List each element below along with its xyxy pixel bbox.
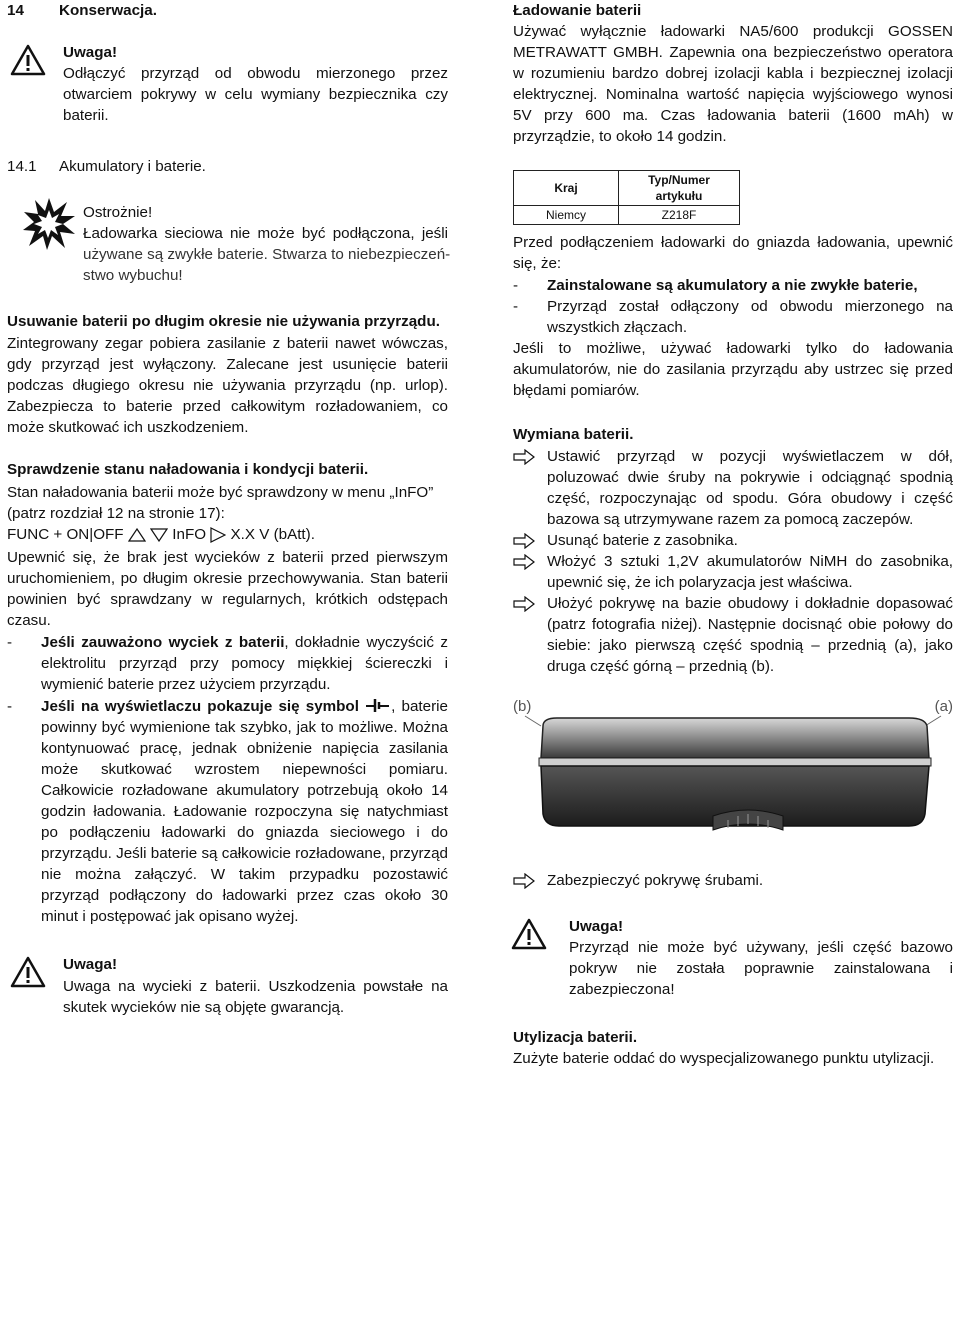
check-section	[7, 459, 448, 927]
before-text2: Jeśli to możliwe, używać ładowarki tylko do ładowania akumulatorów, nie do zasilania przyrządu aby ustrzec się przed błędami pomiarów.	[513, 340, 953, 399]
item-text: Przyrząd został odłączony od obwodu mierzonego na wszystkich złączach.	[547, 298, 953, 336]
menu-path	[7, 524, 448, 545]
list-item: - Jeśli na wyświetlaczu pokazuje się symbol , baterie powinny być wymienione tak szybko, jak to możliwe. Można kontynuować pracę, jednak obniżenie napięcia zasilania może skutkować wzrostem niepewności pomiaru. Całkowicie rozładowane akumulatory potrzebują około 14 godzin ładowania. Ładowanie rozpoczyna się natychmiast po podłączeniu ładowarki do gniazda sieciowego i do przyrządu. Jeśli baterie są całkowicie rozładowane, przyrząd nie można załączyć. W takim przypadku pozostawić przyrząd podłączony do ładowarki przez czas około 30 minut i postępować jak opisano wyżej.	[7, 698, 448, 925]
charger-table	[513, 170, 740, 225]
table-cell: Niemcy	[514, 206, 619, 225]
arrow-right-icon	[513, 873, 535, 889]
item-rest: , baterie powinny być wymienione tak szybko, jak to możliwe. Można kontynuować pracę, jednak obniżenie napięcia zasilania może skutkować wzrostem niepewności pomiaru. Całkowicie rozładowane akumulatory potrzebują około 14 godzin ładowania. Ładowanie rozpoczyna się natychmiast po podłączeniu ładowarki do gniazda sieciowego i do przyrządu. Jeśli baterie są całkowicie rozładowane, przyrząd nie można załączyć. W takim przypadku pozostawić przyrząd podłączony do ładowarki przez czas około 30 minut i postępować jak opisano wyżej.	[41, 698, 448, 925]
list-item: Włożyć 3 sztuki 1,2V akumulatorów NiMH do zasobnika, upewnić się, że ich polaryzacja jest właściwa.	[513, 551, 953, 593]
warning-text: Uwaga na wycieki z baterii. Uszkodzenia powstałe na skutek wycieków nie są objęte gwarancją.	[63, 978, 448, 1016]
replace-final-step	[513, 870, 953, 891]
replace-heading: Wymiana baterii.	[513, 426, 634, 443]
warning-block	[63, 954, 448, 1018]
subsection-title: Akumulatory i baterie.	[59, 158, 206, 175]
warning-title: Uwaga!	[63, 956, 118, 973]
arrow-right-icon	[513, 596, 535, 612]
caution-block	[83, 202, 451, 286]
disposal-section	[513, 1027, 953, 1069]
menu-func: FUNC + ON|OFF	[7, 526, 124, 543]
arrow-right-icon	[513, 533, 535, 549]
check-list	[7, 632, 448, 927]
item-rest: , dokładnie wyczyścić z elektrolitu przyrząd przy pomocy miękkiej ściereczki i wymienić baterie przez użyciem przyrządu.	[41, 634, 448, 693]
before-list	[513, 275, 953, 338]
explosion-icon	[21, 196, 77, 252]
table-header-row	[514, 171, 740, 206]
item-bold: Jeśli na wyświetlaczu pokazuje się symbol	[41, 698, 359, 715]
table-header: Typ/Numer artykułu	[619, 171, 740, 206]
warning-block	[569, 916, 953, 1000]
item-bold: Jeśli zauważono wyciek z baterii	[41, 634, 285, 651]
warning-block	[63, 42, 448, 126]
removal-text: Zintegrowany zegar pobiera zasilanie z baterii nawet wówczas, gdy przyrząd jest wyłączony. Zalecane jest usunięcie baterii podczas długiego okresu nie używania przyrządu (np. urlop). Zabezpiecza to baterie przed całkowitym rozładowaniem, co może skutkować ich uszkodzeniem.	[7, 335, 448, 436]
warning-title: Uwaga!	[569, 918, 624, 935]
check-line1: Stan naładowania baterii może być sprawdzony w menu „InFO”	[7, 484, 434, 501]
charging-section	[513, 0, 953, 147]
warning-title: Uwaga!	[63, 44, 118, 61]
list-item: - Przyrząd został odłączony od obwodu mierzonego na wszystkich złączach.	[513, 298, 953, 336]
page-header	[7, 0, 448, 21]
label-b: (b)	[513, 698, 532, 715]
instrument-side-view-image	[513, 696, 953, 846]
menu-result: X.X V (bAtt).	[230, 526, 315, 543]
replace-steps	[513, 446, 953, 677]
warning-text: Przyrząd nie może być używany, jeśli część bazowo pokryw nie została poprawnie zainstalowana i zabezpieczona!	[569, 939, 953, 998]
warning-triangle-icon	[10, 956, 46, 988]
list-item: Zabezpieczyć pokrywę śrubami.	[513, 870, 953, 891]
subsection-number: 14.1	[7, 158, 37, 175]
before-text: Przed podłączeniem ładowarki do gniazda ładowania, upewnić się, że:	[513, 234, 953, 272]
arrow-right-icon	[513, 554, 535, 570]
arrow-right-icon	[513, 449, 535, 465]
subsection-heading	[7, 156, 448, 177]
list-item: Ustawić przyrząd w pozycji wyświetlaczem w dół, poluzować dwie śruby na pokrywie i odciągnąć spodnią część, rozpoczynając od spodu. Góra obudowy i część bazowa są utrzymywane razem za pomocą zaczepów.	[513, 446, 953, 530]
label-a: (a)	[934, 698, 953, 715]
check-heading: Sprawdzenie stanu naładowania i kondycji baterii.	[7, 461, 369, 478]
triangle-right-icon	[210, 527, 226, 543]
list-item: - Zainstalowane są akumulatory a nie zwykłe baterie,	[513, 277, 918, 294]
list-item: Ułożyć pokrywę na bazie obudowy i dokładnie dopasować (patrz fotografia niżej). Następnie docisnąć obie połowy do siebie: jako pierwszą część spodnią – przednią (a), jako druga część górną – przednią (b).	[513, 593, 953, 677]
replace-section	[513, 424, 953, 677]
warning-text: Odłączyć przyrząd od obwodu mierzonego przez otwarciem pokrywy w celu wymiany bezpiecznika czy baterii.	[63, 65, 448, 124]
page-number: 14	[7, 2, 24, 19]
warning-triangle-icon	[10, 44, 46, 76]
check-line2: (patrz rozdział 12 na stronie 17):	[7, 505, 225, 522]
disposal-text: Zużyte baterie oddać do wyspecjalizowanego punktu utylizacji.	[513, 1050, 935, 1067]
list-item: Usunąć baterie z zasobnika.	[513, 530, 953, 551]
battery-symbol-icon	[365, 697, 391, 713]
caution-line1: Ładowarka sieciowa nie może być podłączona, jeśli	[83, 225, 448, 242]
item-bold: Zainstalowane są akumulatory a nie zwykłe baterie,	[547, 277, 918, 294]
table-cell: Z218F	[619, 206, 740, 225]
disposal-heading: Utylizacja baterii.	[513, 1029, 638, 1046]
caution-line3: stwo wybuchu!	[83, 267, 183, 284]
table-header: Kraj	[514, 171, 619, 206]
caution-title: Ostrożnie!	[83, 204, 153, 221]
list-item: - Jeśli zauważono wyciek z baterii, dokładnie wyczyścić z elektrolitu przyrząd przy pomocy miękkiej ściereczki i wymienić baterie przez użyciem przyrządu.	[7, 634, 448, 693]
warning-triangle-icon	[511, 918, 547, 950]
removal-section	[7, 311, 448, 438]
removal-heading: Usuwanie baterii po długim okresie nie używania przyrządu.	[7, 313, 440, 330]
before-section	[513, 232, 953, 401]
menu-info: InFO	[172, 526, 207, 543]
device-photo	[513, 696, 953, 846]
triangle-down-icon	[150, 528, 168, 542]
caution-line2: używane są zwykłe baterie. Stwarza to niebezpieczeń-	[83, 246, 451, 263]
table-row	[514, 206, 740, 225]
charging-heading: Ładowanie baterii	[513, 2, 642, 19]
triangle-up-icon	[128, 528, 146, 542]
charging-text: Używać wyłącznie ładowarki NA5/600 produkcji GOSSEN METRAWATT GMBH. Zapewnia ona bezpieczeństwo operatora w rozumieniu bardzo dobrej izolacji kabla i bezpiecznej izolacji elektrycznej. Nominalna wartość napięcia wyjściowego wynosi 5V przy 600 ma. Czas ładowania baterii (1600 mAh) w przyrządzie, to około 14 godzin.	[513, 23, 953, 145]
check-text2: Upewnić się, że brak jest wycieków z baterii przed pierwszym uruchomieniem, po długim okresie przechowywania. Stan baterii powinien być sprawdzany w regularnych, krótkich odstępach czasu.	[7, 549, 448, 629]
section-title: Konserwacja.	[59, 2, 157, 19]
